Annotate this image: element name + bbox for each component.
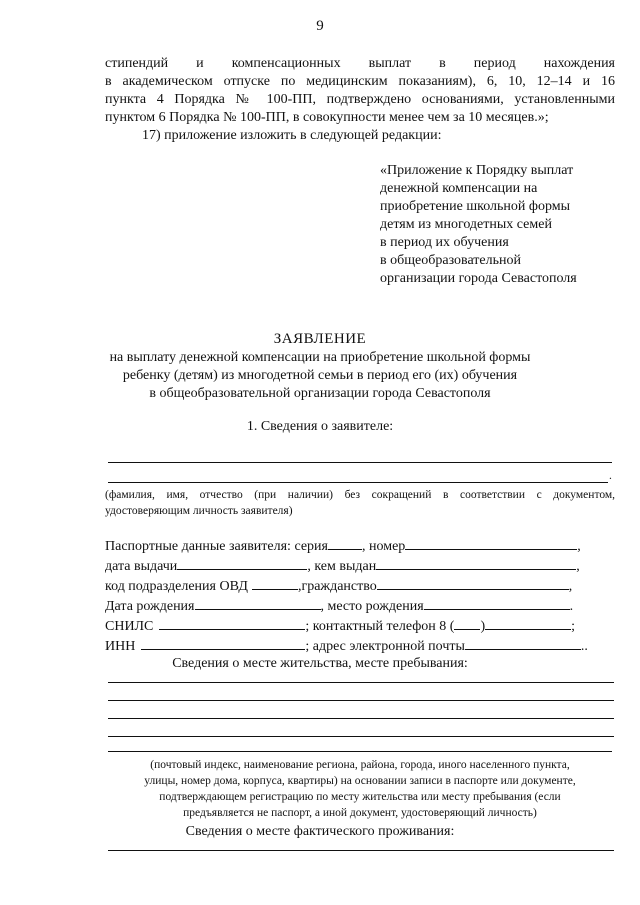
residence-note-line-4: предъявляется не паспорт, а иной документ, удостоверяющий личность) [183,807,537,819]
page-number: 9 [316,18,324,34]
birth-place-label: , место рождения [320,599,424,614]
passport-series-field[interactable] [328,535,362,550]
phone-code-field[interactable] [454,615,480,630]
residence-line-5[interactable] [108,751,612,752]
appendix-line-3: приобретение школьной формы [380,199,571,214]
snils-label: СНИЛС [105,619,154,634]
intro-line-2: в академическом отпуске по медицинским показаниям), 6, 10, 12–14 и 16 [105,74,615,89]
birth-place-field[interactable] [424,595,570,610]
section-1-heading: 1. Сведения о заявителе: [246,419,394,434]
name-field-line-2[interactable] [108,482,608,483]
appendix-line-6: в общеобразовательной [380,253,521,268]
birth-date-label: Дата рождения [105,599,195,614]
ovd-row [105,575,615,593]
ovd-label: код подразделения ОВД [105,579,248,594]
phone-number-field[interactable] [485,615,571,630]
heading-line-1: на выплату денежной компенсации на приобретение школьной формы [109,350,531,365]
document-title: ЗАЯВЛЕНИЕ [273,331,367,347]
appendix-line-5: в период их обучения [380,235,509,250]
name-note-period: . [609,470,612,482]
actual-residence-heading: Сведения о месте фактического проживания: [185,824,455,839]
residence-line-4[interactable] [108,736,614,737]
birth-row-period: . [569,599,574,614]
birth-row [105,595,615,613]
residence-note-line-1: (почтовый индекс, наименование региона, района, города, иного населенного пункта, [150,759,570,771]
snils-row [105,615,615,633]
intro-line-1: стипендий и компенсационных выплат в период нахождения [105,56,615,71]
passport-row [105,535,615,553]
phone-label: ; контактный телефон 8 ( [305,619,455,634]
residence-note-line-2: улицы, номер дома, корпуса, квартиры) на основании записи в паспорте или документе, [144,775,576,787]
ovd-row-comma: , [568,579,573,594]
appendix-block [380,162,577,288]
appendix-line-2: денежной компенсации на [380,181,538,196]
inn-field[interactable] [141,635,305,650]
inn-row [105,635,615,653]
citizenship-label: ,гражданство [297,579,377,594]
residence-line-1[interactable] [108,682,614,683]
inn-label: ИНН [105,639,136,654]
passport-label: Паспортные данные заявителя: серия [105,539,328,554]
appendix-line-4: детям из многодетных семей [380,217,552,232]
ovd-code-field[interactable] [252,575,298,590]
residence-note [100,757,620,821]
item-17: 17) приложение изложить в следующей редакции: [142,128,442,143]
name-note-line-1: (фамилия, имя, отчество (при наличии) без сокращений в соответствии с документом, [105,489,615,501]
issue-row-comma: , [576,559,580,574]
issued-by-field[interactable] [376,555,576,570]
snils-row-semicolon: ; [571,619,575,634]
appendix-line-7: организации города Севастополя [380,271,577,286]
issued-by-label: , кем выдан [307,559,377,574]
issue-row [105,555,615,573]
intro-line-3: пункта 4 Порядка № 100-ПП, подтверждено основаниями, установленными [105,92,615,107]
actual-residence-line-1[interactable] [108,850,614,851]
snils-field[interactable] [159,615,305,630]
heading-line-3: в общеобразовательной организации города Севастополя [149,386,491,401]
citizenship-field[interactable] [377,575,569,590]
residence-heading: Сведения о месте жительства, месте пребывания: [172,656,468,671]
number-label: , номер [361,539,406,554]
email-label: ; адрес электронной почты [305,639,465,654]
residence-line-2[interactable] [108,700,614,701]
inn-row-period: .. [580,639,588,654]
passport-number-field[interactable] [405,535,577,550]
issue-date-field[interactable] [177,555,307,570]
birth-date-field[interactable] [195,595,321,610]
issue-date-label: дата выдачи [105,559,178,574]
residence-line-3[interactable] [108,718,614,719]
name-note-line-2: удостоверяющим личность заявителя) [105,505,293,517]
passport-row-comma: , [577,539,581,554]
name-note [105,487,615,519]
name-field-line-1[interactable] [108,462,612,463]
residence-note-line-3: подтверждающем регистрацию по месту жительства или месту пребывания (если [159,791,561,803]
email-field[interactable] [465,635,581,650]
phone-close: ) [480,619,486,634]
intro-line-4: пунктом 6 Порядка № 100-ПП, в совокупности менее чем за 10 месяцев.»; [105,110,549,125]
heading-line-2: ребенку (детям) из многодетной семьи в период его (их) обучения [122,368,518,383]
appendix-line-1: «Приложение к Порядку выплат [380,163,574,178]
